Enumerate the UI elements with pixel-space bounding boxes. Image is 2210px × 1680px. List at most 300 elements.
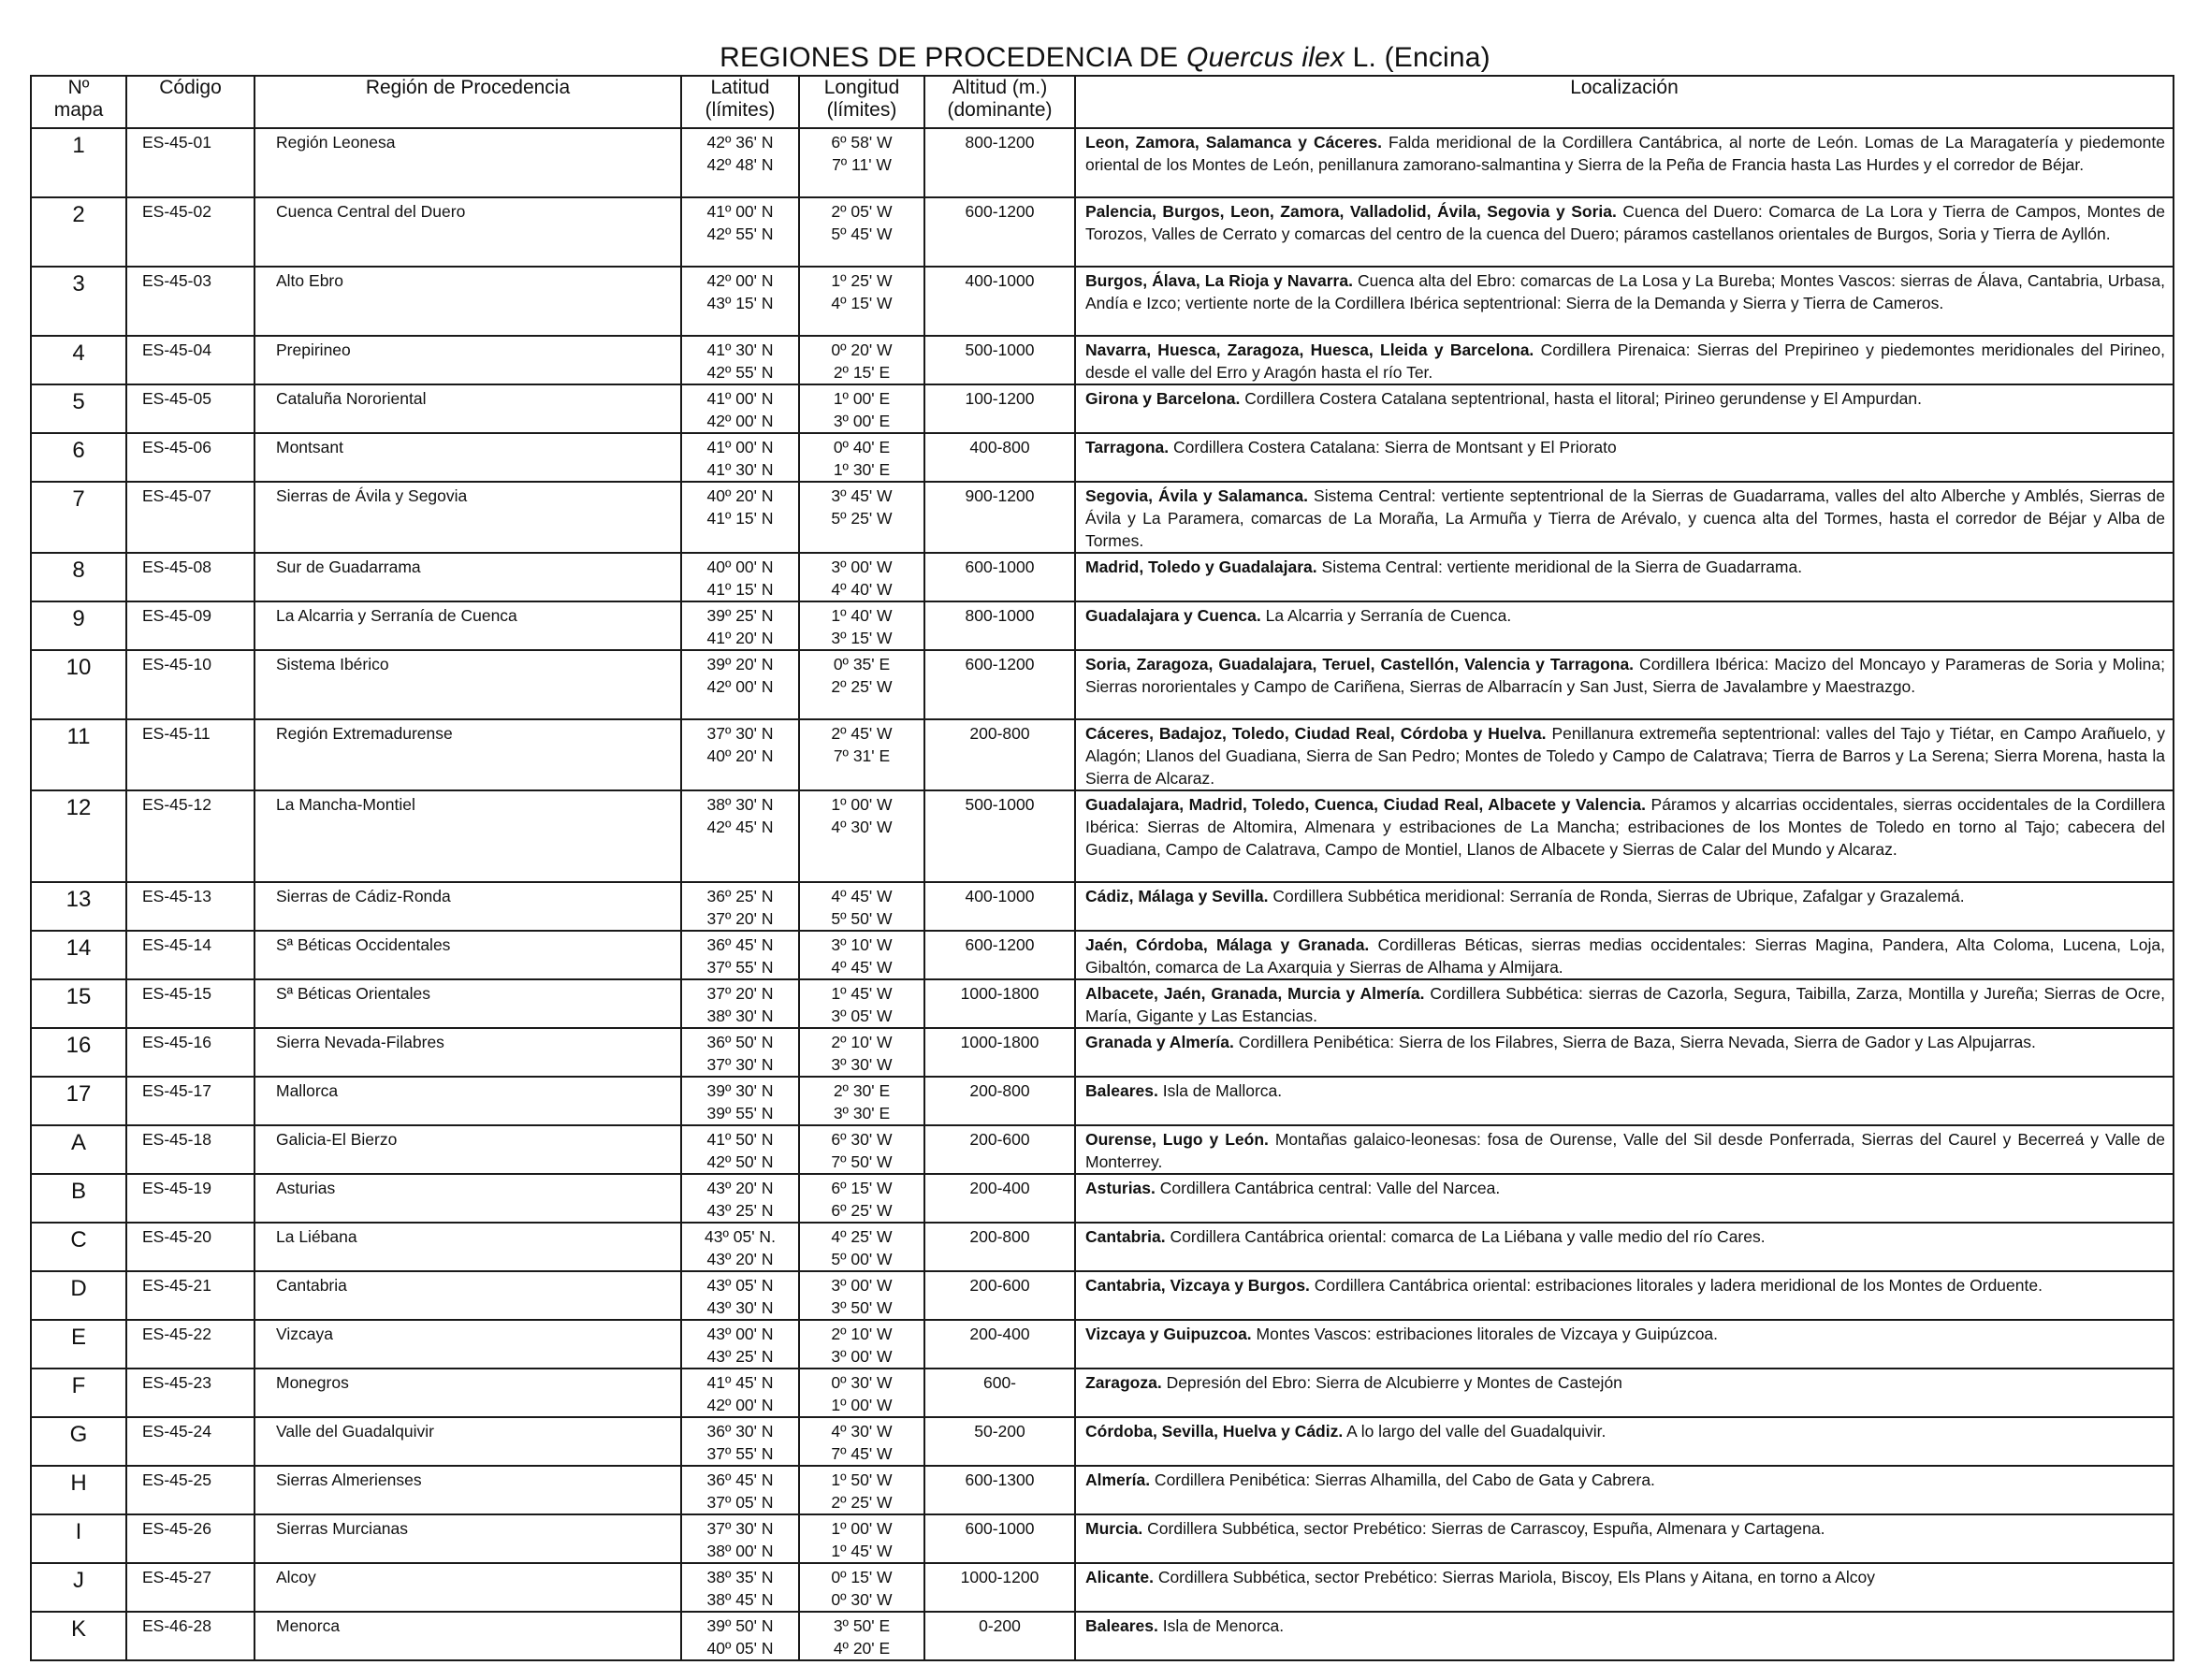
region-name: Región Leonesa	[254, 128, 681, 197]
map-number: D	[31, 1271, 126, 1320]
latitude-cell	[681, 384, 799, 433]
altitude: 600-1000	[924, 553, 1075, 601]
longitude-max: 1º 30' E	[833, 460, 891, 479]
altitude: 0-200	[924, 1612, 1075, 1660]
location-description	[1075, 128, 2174, 197]
longitude-min: 1º 00' E	[833, 389, 891, 408]
map-number: 14	[31, 931, 126, 979]
location-detail: Cordillera Subbética, sector Prebético: Sierras Mariola, Biscoy, Els Plans y Aitana, en torno a Alcoy	[1153, 1568, 1875, 1586]
longitude-cell	[799, 790, 924, 882]
longitude-cell	[799, 979, 924, 1028]
region-code: ES-45-13	[126, 882, 254, 931]
location-detail: Falda meridional de la Cordillera Cantábrica, al norte de León. Lomas de La Maragatería y piedemonte oriental de los Montes de León, penillanura zamorano-salmantina y Sierra de la Peña de Francia hasta Las Hurdes y el corredor de Béjar.	[1085, 133, 2165, 174]
location-description	[1075, 719, 2174, 790]
longitude-cell	[799, 1174, 924, 1223]
provinces: Córdoba, Sevilla, Huelva y Cádiz.	[1085, 1422, 1344, 1441]
latitude-min: 37º 30' N	[706, 1519, 774, 1538]
longitude-min: 3º 45' W	[831, 486, 893, 505]
altitude: 600-1200	[924, 197, 1075, 267]
location-description	[1075, 1612, 2174, 1660]
altitude: 200-600	[924, 1271, 1075, 1320]
location-description	[1075, 601, 2174, 650]
provinces: Asturias.	[1085, 1179, 1156, 1197]
provinces: Cantabria.	[1085, 1227, 1166, 1246]
altitude: 1000-1800	[924, 1028, 1075, 1077]
provinces: Cáceres, Badajoz, Toledo, Ciudad Real, Córdoba y Huelva.	[1085, 724, 1547, 743]
altitude: 800-1000	[924, 601, 1075, 650]
map-number: A	[31, 1125, 126, 1174]
provinces: Soria, Zaragoza, Guadalajara, Teruel, Castellón, Valencia y Tarragona.	[1085, 655, 1635, 673]
region-code: ES-46-28	[126, 1612, 254, 1660]
location-description	[1075, 1466, 2174, 1514]
table-row	[31, 1174, 2174, 1223]
provinces: Vizcaya y Guipuzcoa.	[1085, 1325, 1252, 1343]
table-row	[31, 1028, 2174, 1077]
altitude: 200-800	[924, 719, 1075, 790]
region-code: ES-45-22	[126, 1320, 254, 1369]
latitude-min: 41º 00' N	[706, 389, 774, 408]
map-number: I	[31, 1514, 126, 1563]
region-name: Cuenca Central del Duero	[254, 197, 681, 267]
location-description	[1075, 1077, 2174, 1125]
region-code: ES-45-09	[126, 601, 254, 650]
map-number: 8	[31, 553, 126, 601]
map-number: J	[31, 1563, 126, 1612]
map-number: G	[31, 1417, 126, 1466]
header-loc	[1075, 76, 2174, 128]
altitude: 400-1000	[924, 267, 1075, 336]
longitude-min: 6º 15' W	[831, 1179, 893, 1197]
location-detail: Cuenca alta del Ebro: comarcas de La Losa y La Bureba; Montes Vascos: sierras de Álava, Cantabria, Urbasa, Andía e Izco; vertiente norte de la Cordillera Ibérica septentrional: Sierra de la Demanda y Sierra y Tierra de Cameros.	[1085, 271, 2165, 312]
provinces: Leon, Zamora, Salamanca y Cáceres.	[1085, 133, 1382, 152]
region-code: ES-45-14	[126, 931, 254, 979]
region-code: ES-45-18	[126, 1125, 254, 1174]
altitude: 600-1200	[924, 931, 1075, 979]
latitude-min: 38º 35' N	[706, 1568, 774, 1586]
provinces: Girona y Barcelona.	[1085, 389, 1241, 408]
region-name: Sierras de Cádiz-Ronda	[254, 882, 681, 931]
region-code: ES-45-26	[126, 1514, 254, 1563]
longitude-cell	[799, 482, 924, 553]
location-detail: Isla de Menorca.	[1157, 1616, 1285, 1635]
location-detail: Cordilleras Béticas, sierras medias occidentales: Sierras Magina, Pandera, Alta Coloma, Lucena, Loja, Gibaltón, comarca de La Axarquia y Sierras de Alhama y Almijara.	[1085, 935, 2166, 977]
latitude-min: 40º 20' N	[706, 486, 774, 505]
latitude-max: 38º 00' N	[706, 1542, 774, 1560]
provinces: Ourense, Lugo y León.	[1085, 1130, 1269, 1149]
latitude-min: 41º 00' N	[706, 438, 774, 456]
latitude-max: 37º 30' N	[706, 1055, 774, 1074]
longitude-cell	[799, 1077, 924, 1125]
longitude-min: 6º 58' W	[831, 133, 893, 152]
location-detail: Cordillera Subbética, sector Prebético: Sierras de Carrascoy, Espuña, Almenara y Cartagena.	[1142, 1519, 1825, 1538]
location-description	[1075, 1514, 2174, 1563]
table-body	[31, 128, 2174, 1660]
longitude-cell	[799, 719, 924, 790]
latitude-cell	[681, 1028, 799, 1077]
longitude-cell	[799, 267, 924, 336]
map-number: E	[31, 1320, 126, 1369]
altitude: 1000-1800	[924, 979, 1075, 1028]
region-name: Vizcaya	[254, 1320, 681, 1369]
latitude-min: 43º 05' N.	[705, 1227, 776, 1246]
longitude-cell	[799, 1466, 924, 1514]
longitude-min: 1º 00' W	[831, 795, 893, 814]
header-region	[254, 76, 681, 128]
location-description	[1075, 1563, 2174, 1612]
latitude-min: 36º 25' N	[706, 887, 774, 905]
table-row	[31, 128, 2174, 197]
latitude-max: 38º 45' N	[706, 1590, 774, 1609]
location-description	[1075, 979, 2174, 1028]
latitude-max: 42º 50' N	[706, 1152, 774, 1171]
map-number: 16	[31, 1028, 126, 1077]
region-code: ES-45-11	[126, 719, 254, 790]
provinces: Cádiz, Málaga y Sevilla.	[1085, 887, 1269, 905]
location-detail: Cordillera Penibética: Sierra de los Filabres, Sierra de Baza, Sierra Nevada, Sierra de Gador y Las Alpujarras.	[1233, 1033, 2036, 1051]
latitude-max: 42º 55' N	[706, 363, 774, 382]
table-row	[31, 1466, 2174, 1514]
longitude-max: 3º 05' W	[831, 1007, 893, 1025]
longitude-min: 0º 15' W	[831, 1568, 893, 1586]
longitude-max: 2º 25' W	[831, 1493, 893, 1512]
latitude-min: 42º 36' N	[706, 133, 774, 152]
header-lat	[681, 76, 799, 128]
location-detail: A lo largo del valle del Guadalquivir.	[1343, 1422, 1607, 1441]
map-number: 5	[31, 384, 126, 433]
table-row	[31, 1320, 2174, 1369]
latitude-cell	[681, 1125, 799, 1174]
longitude-max: 3º 15' W	[831, 629, 893, 647]
region-code: ES-45-05	[126, 384, 254, 433]
location-description	[1075, 882, 2174, 931]
latitude-min: 36º 45' N	[706, 1470, 774, 1489]
longitude-cell	[799, 1514, 924, 1563]
latitude-max: 38º 30' N	[706, 1007, 774, 1025]
latitude-max: 37º 05' N	[706, 1493, 774, 1512]
latitude-max: 37º 55' N	[706, 1444, 774, 1463]
location-detail: Cordillera Cantábrica oriental: estribaciones litorales y ladera meridional de los Montes de Orduente.	[1309, 1276, 2043, 1295]
region-name: Valle del Guadalquivir	[254, 1417, 681, 1466]
altitude: 500-1000	[924, 790, 1075, 882]
map-number: K	[31, 1612, 126, 1660]
latitude-cell	[681, 1174, 799, 1223]
latitude-min: 43º 05' N	[706, 1276, 774, 1295]
latitude-cell	[681, 336, 799, 384]
altitude: 600-1000	[924, 1514, 1075, 1563]
longitude-min: 3º 00' W	[831, 558, 893, 576]
latitude-min: 41º 30' N	[706, 340, 774, 359]
provinces: Murcia.	[1085, 1519, 1143, 1538]
longitude-cell	[799, 601, 924, 650]
altitude: 200-400	[924, 1320, 1075, 1369]
longitude-max: 3º 30' W	[831, 1055, 893, 1074]
provinces: Baleares.	[1085, 1081, 1158, 1100]
altitude: 1000-1200	[924, 1563, 1075, 1612]
table-row	[31, 979, 2174, 1028]
altitude: 200-800	[924, 1077, 1075, 1125]
region-code: ES-45-24	[126, 1417, 254, 1466]
map-number: H	[31, 1466, 126, 1514]
location-description	[1075, 1271, 2174, 1320]
provinces: Baleares.	[1085, 1616, 1158, 1635]
region-name: Asturias	[254, 1174, 681, 1223]
region-code: ES-45-15	[126, 979, 254, 1028]
region-name: Sierras Almerienses	[254, 1466, 681, 1514]
longitude-min: 0º 40' E	[833, 438, 891, 456]
header-lon-line1: Longitud	[823, 77, 900, 98]
latitude-min: 42º 00' N	[706, 271, 774, 290]
table-row	[31, 650, 2174, 719]
location-description	[1075, 931, 2174, 979]
provinces: Zaragoza.	[1085, 1373, 1162, 1392]
longitude-min: 4º 25' W	[831, 1227, 893, 1246]
map-number: B	[31, 1174, 126, 1223]
longitude-max: 7º 31' E	[833, 746, 891, 765]
map-number: 13	[31, 882, 126, 931]
latitude-min: 41º 45' N	[706, 1373, 774, 1392]
map-number: 12	[31, 790, 126, 882]
longitude-min: 0º 20' W	[831, 340, 893, 359]
provinces: Madrid, Toledo y Guadalajara.	[1085, 558, 1317, 576]
region-code: ES-45-16	[126, 1028, 254, 1077]
location-description	[1075, 1320, 2174, 1369]
longitude-max: 5º 50' W	[831, 909, 893, 928]
table-row	[31, 384, 2174, 433]
latitude-max: 41º 20' N	[706, 629, 774, 647]
region-code: ES-45-01	[126, 128, 254, 197]
latitude-max: 42º 00' N	[706, 1396, 774, 1414]
longitude-max: 2º 15' E	[833, 363, 891, 382]
altitude: 100-1200	[924, 384, 1075, 433]
longitude-min: 0º 35' E	[833, 655, 891, 673]
table-row	[31, 482, 2174, 553]
longitude-max: 3º 00' E	[833, 412, 891, 430]
header-region-label: Región de Procedencia	[365, 77, 571, 98]
header-code-label: Código	[159, 77, 222, 98]
header-num	[31, 76, 126, 128]
longitude-min: 3º 10' W	[831, 935, 893, 954]
region-name: Cataluña Nororiental	[254, 384, 681, 433]
latitude-cell	[681, 1514, 799, 1563]
latitude-cell	[681, 931, 799, 979]
latitude-max: 40º 05' N	[706, 1639, 774, 1658]
header-lat-line2: (límites)	[705, 99, 776, 121]
table-row	[31, 1417, 2174, 1466]
latitude-min: 36º 30' N	[706, 1422, 774, 1441]
provinces: Burgos, Álava, La Rioja y Navarra.	[1085, 271, 1353, 290]
altitude: 200-400	[924, 1174, 1075, 1223]
altitude: 200-600	[924, 1125, 1075, 1174]
longitude-max: 5º 25' W	[831, 509, 893, 528]
location-detail: Cordillera Penibética: Sierras Alhamilla, del Cabo de Gata y Cabrera.	[1150, 1470, 1655, 1489]
longitude-max: 5º 00' W	[831, 1250, 893, 1268]
location-description	[1075, 1174, 2174, 1223]
longitude-max: 4º 15' W	[831, 294, 893, 312]
provinces: Albacete, Jaén, Granada, Murcia y Almería.	[1085, 984, 1425, 1003]
table-row	[31, 1514, 2174, 1563]
regions-table	[30, 75, 2174, 1661]
latitude-cell	[681, 719, 799, 790]
location-detail: Isla de Mallorca.	[1157, 1081, 1283, 1100]
header-num-line2: mapa	[53, 99, 104, 121]
location-description	[1075, 197, 2174, 267]
latitude-min: 36º 50' N	[706, 1033, 774, 1051]
map-number: 9	[31, 601, 126, 650]
longitude-cell	[799, 128, 924, 197]
provinces: Alicante.	[1085, 1568, 1154, 1586]
longitude-max: 3º 00' W	[831, 1347, 893, 1366]
latitude-max: 41º 15' N	[706, 580, 774, 599]
location-detail: Cordillera Pirenaica: Sierras del Prepirineo y piedemontes meridionales del Pirineo, desde el valle del Erro y Aragón hasta el río Ter.	[1085, 340, 2165, 382]
altitude: 600-	[924, 1369, 1075, 1417]
longitude-max: 7º 50' W	[831, 1152, 893, 1171]
map-number: 2	[31, 197, 126, 267]
header-alt-line1: Altitud (m.)	[952, 77, 1048, 98]
region-code: ES-45-07	[126, 482, 254, 553]
latitude-min: 39º 25' N	[706, 606, 774, 625]
latitude-max: 43º 15' N	[706, 294, 774, 312]
longitude-cell	[799, 882, 924, 931]
altitude: 200-800	[924, 1223, 1075, 1271]
table-row	[31, 1125, 2174, 1174]
longitude-min: 4º 30' W	[831, 1422, 893, 1441]
provinces: Cantabria, Vizcaya y Burgos.	[1085, 1276, 1310, 1295]
header-code	[126, 76, 254, 128]
longitude-min: 2º 10' W	[831, 1325, 893, 1343]
latitude-max: 42º 45' N	[706, 818, 774, 836]
location-detail: La Alcarria y Serranía de Cuenca.	[1260, 606, 1512, 625]
location-detail: Depresión del Ebro: Sierra de Alcubierre y Montes de Castejón	[1161, 1373, 1622, 1392]
latitude-max: 42º 48' N	[706, 155, 774, 174]
location-detail: Cordillera Cantábrica oriental: comarca de La Liébana y valle medio del río Cares.	[1165, 1227, 1766, 1246]
map-number: 11	[31, 719, 126, 790]
table-row	[31, 790, 2174, 882]
latitude-cell	[681, 128, 799, 197]
map-number: 17	[31, 1077, 126, 1125]
table-row	[31, 1369, 2174, 1417]
table-row	[31, 1223, 2174, 1271]
header-alt-line2: (dominante)	[947, 99, 1053, 121]
longitude-min: 1º 00' W	[831, 1519, 893, 1538]
longitude-cell	[799, 384, 924, 433]
latitude-cell	[681, 979, 799, 1028]
region-code: ES-45-02	[126, 197, 254, 267]
region-name: Región Extremadurense	[254, 719, 681, 790]
location-description	[1075, 1125, 2174, 1174]
region-name: Sistema Ibérico	[254, 650, 681, 719]
map-number: F	[31, 1369, 126, 1417]
provinces: Segovia, Ávila y Salamanca.	[1085, 486, 1308, 505]
map-number: 15	[31, 979, 126, 1028]
latitude-cell	[681, 1320, 799, 1369]
region-name: La Alcarria y Serranía de Cuenca	[254, 601, 681, 650]
table-row	[31, 336, 2174, 384]
map-number: 1	[31, 128, 126, 197]
latitude-min: 39º 50' N	[706, 1616, 774, 1635]
longitude-min: 1º 45' W	[831, 984, 893, 1003]
longitude-max: 1º 45' W	[831, 1542, 893, 1560]
longitude-max: 7º 11' W	[832, 155, 892, 174]
latitude-max: 42º 00' N	[706, 677, 774, 696]
latitude-min: 38º 30' N	[706, 795, 774, 814]
region-code: ES-45-03	[126, 267, 254, 336]
longitude-max: 3º 30' E	[833, 1104, 891, 1122]
header-lon-line2: (límites)	[826, 99, 897, 121]
longitude-cell	[799, 1320, 924, 1369]
location-description	[1075, 267, 2174, 336]
latitude-max: 43º 25' N	[706, 1347, 774, 1366]
latitude-cell	[681, 1369, 799, 1417]
region-name: La Liébana	[254, 1223, 681, 1271]
longitude-max: 4º 20' E	[833, 1639, 891, 1658]
region-name: La Mancha-Montiel	[254, 790, 681, 882]
latitude-cell	[681, 790, 799, 882]
title-suffix: L. (Encina)	[1345, 42, 1490, 73]
region-name: Cantabria	[254, 1271, 681, 1320]
location-description	[1075, 1223, 2174, 1271]
longitude-max: 7º 45' W	[831, 1444, 893, 1463]
region-name: Mallorca	[254, 1077, 681, 1125]
longitude-min: 2º 05' W	[831, 202, 893, 221]
latitude-cell	[681, 267, 799, 336]
provinces: Palencia, Burgos, Leon, Zamora, Valladolid, Ávila, Segovia y Soria.	[1085, 202, 1617, 221]
table-row	[31, 1077, 2174, 1125]
table-row	[31, 433, 2174, 482]
longitude-cell	[799, 1125, 924, 1174]
location-description	[1075, 790, 2174, 882]
region-code: ES-45-06	[126, 433, 254, 482]
longitude-cell	[799, 1271, 924, 1320]
map-number: 6	[31, 433, 126, 482]
region-code: ES-45-23	[126, 1369, 254, 1417]
region-name: Sur de Guadarrama	[254, 553, 681, 601]
region-name: Montsant	[254, 433, 681, 482]
latitude-max: 42º 00' N	[706, 412, 774, 430]
longitude-cell	[799, 197, 924, 267]
longitude-min: 1º 50' W	[831, 1470, 893, 1489]
table-row	[31, 267, 2174, 336]
region-code: ES-45-08	[126, 553, 254, 601]
header-num-line1: Nº	[67, 77, 90, 98]
location-description	[1075, 433, 2174, 482]
longitude-min: 6º 30' W	[831, 1130, 893, 1149]
longitude-max: 4º 40' W	[831, 580, 893, 599]
location-detail: Montañas galaico-leonesas: fosa de Ourense, Valle del Sil desde Ponferrada, Sierras del Caurel y Becerreá y Valle de Monterrey.	[1085, 1130, 2166, 1171]
latitude-cell	[681, 1077, 799, 1125]
provinces: Navarra, Huesca, Zaragoza, Huesca, Lleida y Barcelona.	[1085, 340, 1534, 359]
region-name: Monegros	[254, 1369, 681, 1417]
region-name: Sª Béticas Orientales	[254, 979, 681, 1028]
longitude-min: 4º 45' W	[831, 887, 893, 905]
longitude-cell	[799, 433, 924, 482]
region-code: ES-45-27	[126, 1563, 254, 1612]
title-species: Quercus ilex	[1185, 42, 1345, 73]
longitude-max: 4º 30' W	[831, 818, 893, 836]
map-number: C	[31, 1223, 126, 1271]
latitude-max: 37º 20' N	[706, 909, 774, 928]
latitude-min: 36º 45' N	[706, 935, 774, 954]
latitude-min: 40º 00' N	[706, 558, 774, 576]
map-number: 4	[31, 336, 126, 384]
latitude-max: 41º 30' N	[706, 460, 774, 479]
latitude-cell	[681, 882, 799, 931]
location-description	[1075, 1369, 2174, 1417]
latitude-cell	[681, 601, 799, 650]
table-row	[31, 1612, 2174, 1660]
longitude-cell	[799, 650, 924, 719]
header-row	[31, 76, 2174, 128]
longitude-min: 3º 00' W	[831, 1276, 893, 1295]
